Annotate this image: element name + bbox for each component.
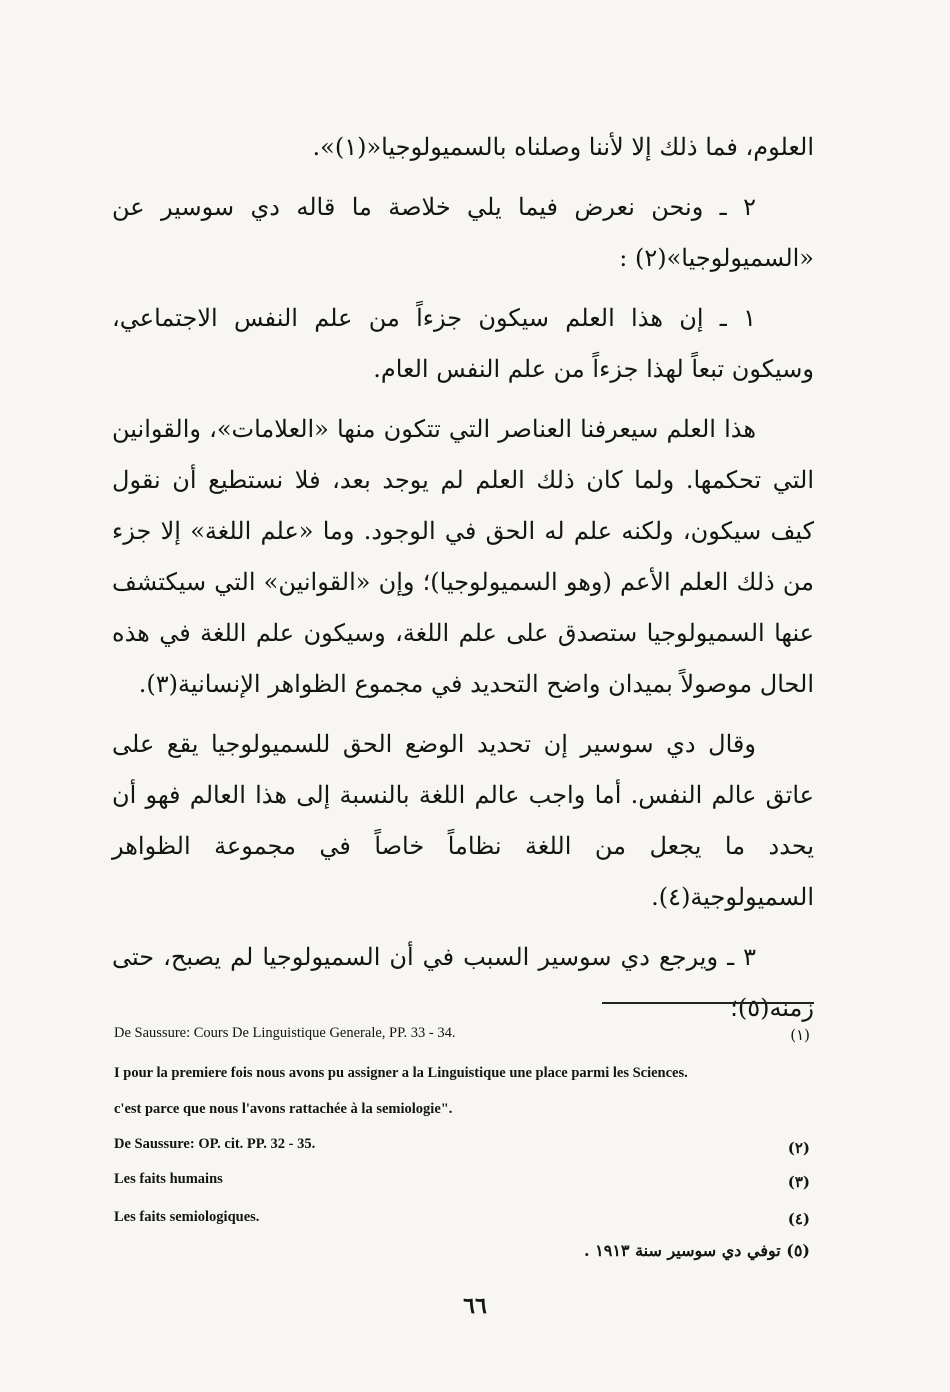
- footnote-divider: [602, 1002, 814, 1004]
- paragraph-point-1: ١ ـ إن هذا العلم سيكون جزءاً من علم النفس الاجتماعي، وسيكون تبعاً لهذا جزءاً من علم النفس العام.: [112, 304, 814, 383]
- footnote-2-number: (٢): [787, 1139, 810, 1157]
- paragraph-section-3: ٣ ـ ويرجع دي سوسير السبب في أن السميولوجيا لم يصبح، حتى زمنه(٥)؛: [112, 943, 814, 1022]
- paragraph-science-elements: هذا العلم سيعرفنا العناصر التي تتكون منها «العلامات»، والقوانين التي تحكمها. ولما كان ذلك العلم لم يوجد بعد، فلا نستطيع أن نقول كيف سيكون، ولكنه علم له الحق في الوجود. وما «علم اللغة» إلا جزء من ذلك العلم الأعم (وهو السميولوجيا)؛ وإن «القوانين» التي سيكتشف عنها السميولوجيا ستصدق على علم اللغة، وسيكون علم اللغة في هذه الحال موصولاً بميدان واضح التحديد في مجموع الظواهر الإنسانية(٣).: [112, 415, 815, 698]
- paragraph-section-2: ٢ ـ ونحن نعرض فيما يلي خلاصة ما قاله دي سوسير عن «السميولوجيا»(٢) :: [112, 193, 814, 272]
- footnote-1-reference: De Saussure: Cours De Linguistique Generale, PP. 33 - 34.: [114, 1025, 456, 1041]
- footnote-1-number: (١): [790, 1026, 810, 1044]
- paragraph-psychologist-role: وقال دي سوسير إن تحديد الوضع الحق للسميولوجيا يقع على عاتق عالم النفس. أما واجب عالم اللغة بالنسبة إلى هذا العالم فهو أن يحدد ما يجعل من اللغة نظاماً خاصاً في مجموعة الظواهر السميولوجية(٤).: [112, 730, 814, 911]
- footnote-3-number: (٣): [787, 1173, 810, 1191]
- footnote-5-text: (٥) توفي دي سوسير سنة ١٩١٣ .: [583, 1241, 810, 1260]
- footnote-2-reference: De Saussure: OP. cit. PP. 32 - 35.: [114, 1136, 316, 1152]
- footnote-4-number: (٤): [787, 1210, 810, 1228]
- footnote-1-quote-line-2: c'est parce que nous l'avons rattachée à la semiologie".: [114, 1101, 453, 1117]
- footnote-4-text: Les faits semiologiques.: [114, 1209, 260, 1225]
- paragraph-continuation: العلوم، فما ذلك إلا لأننا وصلناه بالسميولوجيا«(١)».: [312, 133, 814, 161]
- footnote-1-quote-line-1: I pour la premiere fois nous avons pu assigner a la Linguistique une place parmi les Sciences.: [114, 1065, 688, 1081]
- main-text-block: [112, 122, 814, 1043]
- page-number: ٦٦: [463, 1293, 487, 1319]
- footnote-3-text: Les faits humains: [114, 1171, 223, 1187]
